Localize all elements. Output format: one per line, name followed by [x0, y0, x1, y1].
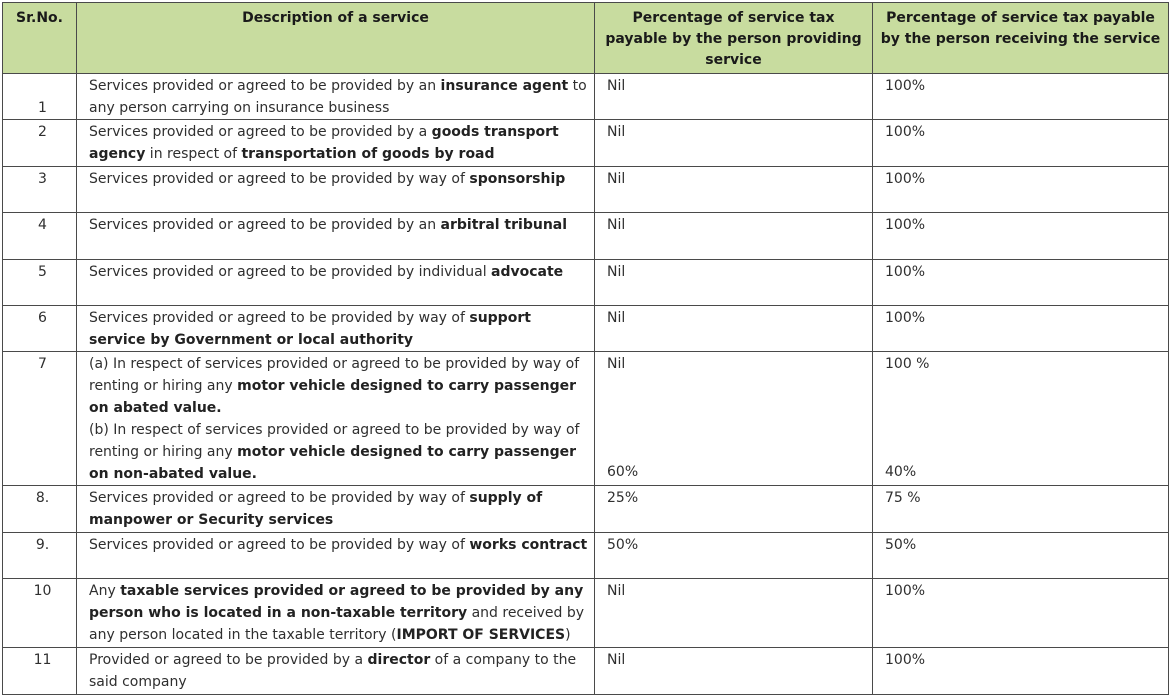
- service-tax-table: [2, 2, 1169, 695]
- table-header-row: [3, 3, 1169, 74]
- row-description: [77, 533, 595, 579]
- row-srno: 4: [3, 213, 77, 260]
- row-receiver-percentage: 100%: [873, 306, 1169, 352]
- table-row: [3, 260, 1169, 306]
- table-row: [3, 352, 1169, 486]
- row-description: [77, 352, 595, 486]
- description-text: in respect of: [145, 146, 242, 162]
- table-row: [3, 167, 1169, 213]
- table-row: [3, 213, 1169, 260]
- row-receiver-percentage: 100%: [873, 167, 1169, 213]
- description-text: Services provided or agreed to be provided by way of: [89, 490, 470, 506]
- description-bold-text: works contract: [469, 537, 588, 553]
- table-row: [3, 74, 1169, 120]
- table-body: [3, 74, 1169, 695]
- row-provider-percentage: Nil: [595, 213, 873, 260]
- description-bold-text: IMPORT OF SERVICES: [396, 627, 566, 643]
- row-provider-percentage: 25%: [595, 486, 873, 533]
- percentage-part-b: 60%: [607, 464, 639, 480]
- row-provider-percentage: Nil: [595, 260, 873, 306]
- table-row: [3, 120, 1169, 167]
- row-srno: 11: [3, 648, 77, 695]
- row-provider-percentage: Nil: [595, 120, 873, 167]
- description-text: Services provided or agreed to be provided by individual: [89, 264, 492, 280]
- row-description: [77, 120, 595, 167]
- description-bold-text: motor vehicle designed to carry passenger on abated value.: [89, 378, 577, 416]
- description-text: Any: [89, 583, 121, 599]
- description-text: ): [565, 627, 571, 643]
- percentage-split: [607, 353, 866, 483]
- description-part-b: [89, 419, 588, 485]
- description-text: (a) In respect of services provided or agreed to be provided by way of renting or hiring any: [89, 356, 580, 394]
- row-srno: 5: [3, 260, 77, 306]
- description-text: Services provided or agreed to be provided by an: [89, 78, 441, 94]
- row-provider-percentage: 50%: [595, 533, 873, 579]
- row-description: [77, 648, 595, 695]
- description-text: to any person carrying on insurance business: [89, 78, 587, 116]
- row-srno: 10: [3, 579, 77, 648]
- row-receiver-percentage: 100%: [873, 74, 1169, 120]
- row-srno: 3: [3, 167, 77, 213]
- header-receiver-percentage: Percentage of service tax payable by the person receiving the service: [873, 3, 1169, 74]
- description-bold-text: sponsorship: [469, 171, 566, 187]
- row-srno: 1: [3, 74, 77, 120]
- header-provider-percentage: Percentage of service tax payable by the person providing service: [595, 3, 873, 74]
- row-srno: 8.: [3, 486, 77, 533]
- table-row: [3, 306, 1169, 352]
- table-row: [3, 579, 1169, 648]
- description-bold-text: goods transport agency: [89, 124, 559, 162]
- row-receiver-percentage: 100%: [873, 648, 1169, 695]
- description-text: Services provided or agreed to be provided by a: [89, 124, 432, 140]
- description-text: Services provided or agreed to be provided by an: [89, 217, 441, 233]
- header-srno: Sr.No.: [3, 3, 77, 74]
- row-receiver-percentage: 100%: [873, 120, 1169, 167]
- percentage-part-a: Nil: [607, 356, 626, 372]
- row-receiver-percentage: [873, 352, 1169, 486]
- row-receiver-percentage: 75 %: [873, 486, 1169, 533]
- row-description: [77, 167, 595, 213]
- row-provider-percentage: Nil: [595, 306, 873, 352]
- description-text: Services provided or agreed to be provided by way of: [89, 171, 470, 187]
- description-bold-text: supply of manpower or Security services: [89, 490, 543, 528]
- row-provider-percentage: Nil: [595, 167, 873, 213]
- percentage-part-b: 40%: [885, 464, 917, 480]
- row-srno: 9.: [3, 533, 77, 579]
- row-description: [77, 74, 595, 120]
- table-row: [3, 486, 1169, 533]
- description-bold-text: arbitral tribunal: [440, 217, 568, 233]
- row-description: [77, 579, 595, 648]
- row-description: [77, 213, 595, 260]
- percentage-part-a: 100 %: [885, 356, 930, 372]
- description-bold-text: motor vehicle designed to carry passenger on non-abated value.: [89, 444, 577, 482]
- row-srno: 7: [3, 352, 77, 486]
- row-srno: 2: [3, 120, 77, 167]
- description-part-a: [89, 353, 588, 419]
- row-receiver-percentage: 50%: [873, 533, 1169, 579]
- description-bold-text: director: [367, 652, 431, 668]
- row-provider-percentage: Nil: [595, 74, 873, 120]
- table-row: [3, 533, 1169, 579]
- row-provider-percentage: Nil: [595, 579, 873, 648]
- row-description: [77, 306, 595, 352]
- row-receiver-percentage: 100%: [873, 579, 1169, 648]
- description-text: Services provided or agreed to be provided by way of: [89, 310, 470, 326]
- description-text: of a company to the said company: [89, 652, 577, 690]
- description-text: Services provided or agreed to be provided by way of: [89, 537, 470, 553]
- description-text: Provided or agreed to be provided by a: [89, 652, 368, 668]
- description-bold-text: taxable services provided or agreed to be provided by any person who is located in a non-taxable territory: [89, 583, 584, 621]
- table-row: [3, 648, 1169, 695]
- row-receiver-percentage: 100%: [873, 260, 1169, 306]
- row-description: [77, 486, 595, 533]
- row-description: [77, 260, 595, 306]
- description-bold-text: insurance agent: [440, 78, 569, 94]
- description-bold-text: advocate: [491, 264, 564, 280]
- description-text: (b) In respect of services provided or agreed to be provided by way of renting or hiring any: [89, 422, 580, 460]
- percentage-split: [885, 353, 1162, 483]
- description-bold-text: support service by Government or local authority: [89, 310, 531, 348]
- row-srno: 6: [3, 306, 77, 352]
- row-provider-percentage: [595, 352, 873, 486]
- description-text: and received by any person located in the taxable territory (: [89, 605, 585, 643]
- row-provider-percentage: Nil: [595, 648, 873, 695]
- description-bold-text: transportation of goods by road: [241, 146, 495, 162]
- header-description: Description of a service: [77, 3, 595, 74]
- row-receiver-percentage: 100%: [873, 213, 1169, 260]
